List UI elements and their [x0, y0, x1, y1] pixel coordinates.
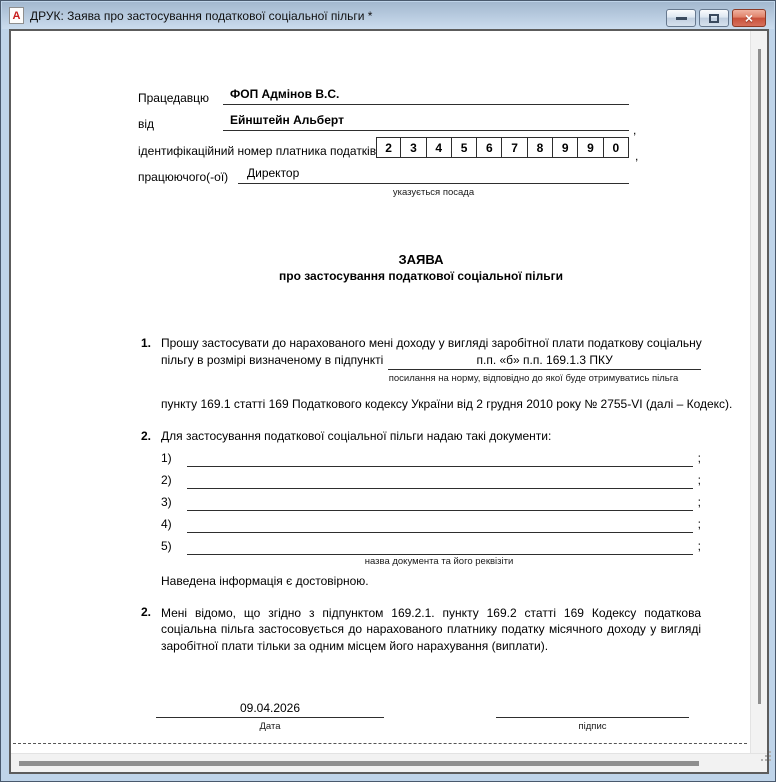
doc-line-semicolon: ; — [697, 473, 701, 487]
taxid-digit: 9 — [553, 137, 578, 158]
window-title: ДРУК: Заява про застосування податкової соціальної пільги * — [30, 8, 373, 23]
doc-line-blank — [187, 517, 693, 533]
from-label: від — [138, 117, 155, 131]
taxid-digit: 5 — [452, 137, 477, 158]
item2-number: 2. — [141, 429, 152, 443]
item3-number: 2. — [141, 605, 152, 619]
maximize-button[interactable] — [699, 9, 729, 27]
taxid-digit: 7 — [502, 137, 527, 158]
taxid-label: ідентифікаційний номер платника податків — [138, 144, 377, 158]
worker-label: працюючого(-ої) — [138, 170, 229, 184]
document-line-row — [161, 473, 701, 489]
doc-line-number: 1) — [161, 451, 172, 465]
item1-number: 1. — [141, 336, 152, 350]
page-break-dashed-line — [13, 743, 747, 744]
document-line-row — [161, 451, 701, 467]
app-icon: A — [9, 7, 24, 24]
document-line-row — [161, 495, 701, 511]
doc-line-blank — [187, 473, 693, 489]
content-frame — [9, 29, 769, 774]
window-controls — [663, 9, 766, 27]
document-line-row — [161, 517, 701, 533]
employer-label: Працедавцю — [138, 91, 210, 105]
document-title: ЗАЯВА — [398, 252, 444, 267]
doc-line-semicolon: ; — [697, 539, 701, 553]
close-button[interactable] — [732, 9, 766, 27]
horizontal-scrollbar[interactable] — [11, 753, 767, 772]
taxid-digit: 0 — [604, 137, 629, 158]
employer-field: ФОП Адмінов В.С. — [223, 87, 629, 105]
titlebar — [2, 2, 774, 29]
doc-line-number: 5) — [161, 539, 172, 553]
taxid-digit: 4 — [427, 137, 452, 158]
item2-text: Для застосування податкової соціальної пільги надаю такі документи: — [161, 429, 552, 443]
taxid-digit: 6 — [477, 137, 502, 158]
item1-text-line2 — [161, 353, 701, 370]
item1-text-line1: Прошу застосувати до нарахованого мені доходу у вигляді заробітної плати податкову соціальну — [161, 336, 702, 350]
taxid-digit: 8 — [528, 137, 553, 158]
taxid-digit: 3 — [401, 137, 426, 158]
date-label: Дата — [259, 721, 281, 732]
worker-position-field: Директор — [238, 166, 629, 184]
from-comma: , — [633, 123, 637, 137]
date-value: 09.04.2026 — [156, 701, 384, 718]
taxid-digit: 9 — [578, 137, 603, 158]
doc-line-blank — [187, 451, 693, 467]
document-page — [11, 31, 750, 753]
doc-line-blank — [187, 495, 693, 511]
doc-line-semicolon: ; — [697, 517, 701, 531]
doc-line-number: 2) — [161, 473, 172, 487]
doc-line-semicolon: ; — [697, 495, 701, 509]
item1-reference-caption: посилання на норму, відповідно до якої буде отримуватись пільга — [388, 373, 679, 384]
taxid-digit: 2 — [376, 137, 401, 158]
item3-text: Мені відомо, що згідно з підпунктом 169.2.1. пункту 169.2 статті 169 Кодексу податкова соціальна пільга застосовується до нарахованого платнику податку місячного доходу у вигляді заробітної плати тільки за одним місцем його нарахування (виплати). — [161, 606, 701, 653]
item1-line2-lead: пільгу в розмірі визначеному в підпункті — [161, 353, 384, 367]
confirmation-text: Наведена інформація є достовірною. — [161, 574, 369, 588]
signature-label: підпис — [578, 721, 607, 732]
from-field: Ейнштейн Альберт — [223, 113, 629, 131]
signature-block — [496, 701, 689, 732]
taxid-digit-boxes — [376, 137, 629, 158]
maximize-icon — [709, 14, 719, 23]
vertical-scrollbar[interactable] — [750, 31, 767, 753]
item1-reference-field: п.п. «б» п.п. 169.1.3 ПКУ — [388, 353, 701, 370]
doc-line-semicolon: ; — [697, 451, 701, 465]
vertical-scrollbar-thumb[interactable] — [758, 49, 761, 704]
doc-line-number: 4) — [161, 517, 172, 531]
doc-line-blank — [187, 539, 693, 555]
resize-grip[interactable] — [761, 759, 763, 761]
minimize-icon — [676, 17, 687, 20]
doc-line-number: 3) — [161, 495, 172, 509]
doc-lines-caption: назва документа та його реквізіти — [364, 556, 514, 567]
taxid-comma: , — [635, 149, 639, 163]
minimize-button[interactable] — [666, 9, 696, 27]
close-icon: × — [744, 10, 754, 26]
date-block — [156, 701, 384, 732]
item1-text-line3: пункту 169.1 статті 169 Податкового кодексу України від 2 грудня 2010 року № 2755-VI (далі – Кодекс). — [161, 397, 733, 411]
document-subtitle: про застосування податкової соціальної пільги — [278, 269, 563, 283]
signature-line — [496, 701, 689, 718]
horizontal-scrollbar-thumb[interactable] — [19, 761, 699, 766]
worker-position-caption: указується посада — [392, 187, 475, 198]
document-line-row — [161, 539, 701, 555]
